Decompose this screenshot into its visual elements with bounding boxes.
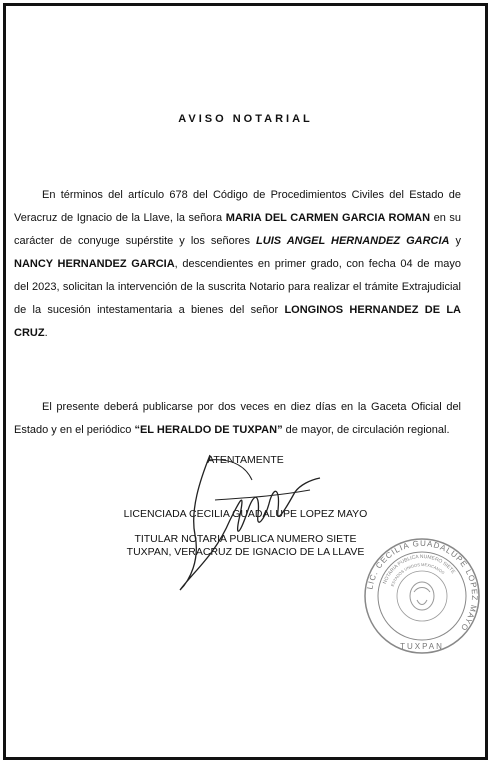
spouse-name: MARIA DEL CARMEN GARCIA ROMAN bbox=[225, 212, 431, 224]
seal-state-text: ESTADOS UNIDOS MEXICANOS bbox=[389, 561, 446, 588]
svg-text:LIC. CECILIA GUADALUPE LOPEZ M bbox=[365, 539, 479, 633]
heir-name-1: LUIS ANGEL HERNANDEZ GARCIA bbox=[256, 235, 450, 247]
seal-inner-text: NOTARIA PUBLICA NUMERO SIETE bbox=[382, 553, 457, 585]
paragraph-text: en su carácter de conyuge supérstite y los señores bbox=[14, 212, 461, 247]
body-paragraph-2 bbox=[14, 396, 461, 442]
paragraph-text: de mayor, de circulación regional. bbox=[282, 424, 450, 436]
heir-name-2: NANCY HERNANDEZ GARCIA bbox=[14, 258, 175, 270]
paragraph-text: En términos del artículo 678 del Código de Procedimientos Civiles del Estado de Veracruz de Ignacio de la Llave, la señora bbox=[14, 189, 461, 224]
document-title: AVISO NOTARIAL bbox=[178, 113, 313, 125]
seal-city: TUXPAN bbox=[400, 642, 444, 651]
signer-title: TITULAR NOTARIA PUBLICA NUMERO SIETE bbox=[134, 533, 357, 545]
paragraph-text: y bbox=[449, 235, 461, 247]
eagle-emblem-icon bbox=[410, 582, 434, 610]
body-paragraph-1 bbox=[14, 184, 461, 345]
signer-name: LICENCIADA CECILIA GUADALUPE LOPEZ MAYO bbox=[123, 508, 368, 520]
seal-outer-text: LIC. CECILIA GUADALUPE LOPEZ MAYO bbox=[365, 538, 480, 633]
newspaper-name: “EL HERALDO DE TUXPAN” bbox=[134, 424, 283, 436]
paragraph-text: , descendientes en primer grado, con fecha 04 de mayo del 2023, solicitan la intervención de la suscrita Notario para realizar el trámite Extrajudicial de la sucesión intestamentaria a bienes del señor bbox=[14, 258, 461, 316]
signer-location: TUXPAN, VERACRUZ DE IGNACIO DE LA LLAVE bbox=[126, 546, 365, 558]
notary-seal bbox=[362, 536, 482, 656]
closing-salutation: ATENTAMENTE bbox=[207, 454, 284, 466]
paragraph-text: . bbox=[44, 327, 48, 339]
deceased-name: LONGINOS HERNANDEZ DE LA CRUZ bbox=[14, 304, 461, 339]
paragraph-text: El presente deberá publicarse por dos veces en diez días en la Gaceta Oficial del Estado y en el periódico bbox=[14, 401, 461, 436]
